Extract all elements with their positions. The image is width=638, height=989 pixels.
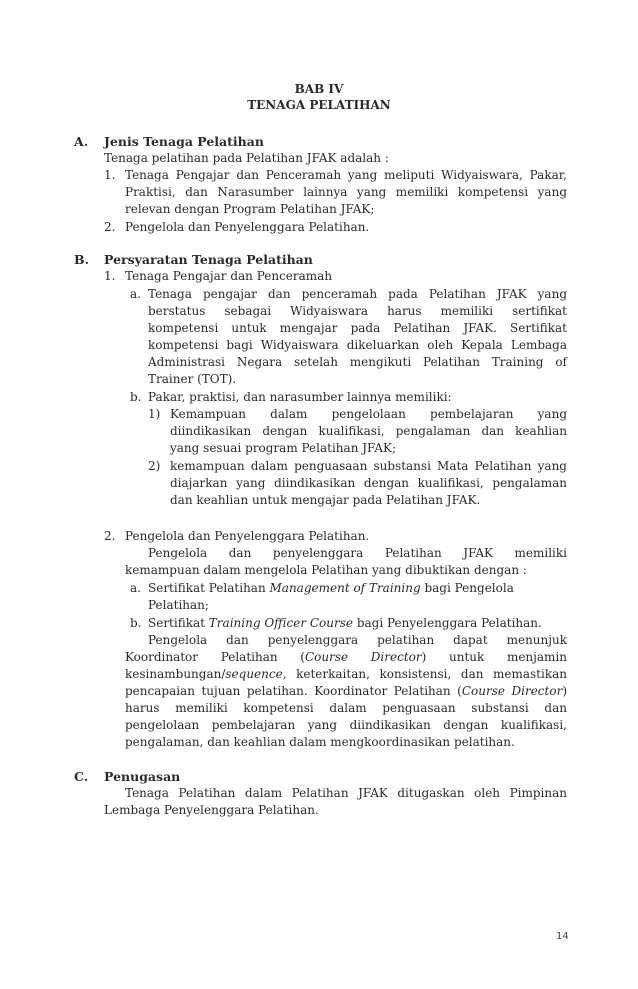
paragraph-line: dan keahlian untuk mengajar pada Pelatihan JFAK. <box>170 493 481 507</box>
paragraph-line: Pengelola dan penyelenggara pelatihan dapat menunjuk <box>148 633 567 647</box>
paragraph-line: kemampuan dalam mengelola Pelatihan yang dibuktikan dengan : <box>125 563 527 577</box>
paragraph-line: diajarkan yang diindikasikan dengan kualifikasi, pengalaman <box>170 476 567 490</box>
list-item-text: relevan dengan Program Pelatihan JFAK; <box>125 202 375 216</box>
paragraph-line: pengalaman, dan keahlian dalam mengkoordinasikan pelatihan. <box>125 735 515 749</box>
paragraph-line: Sertifikat Pelatihan Management of Training bagi Pengelola <box>148 581 514 595</box>
list-item-text: Tenaga Pengajar dan Penceramah <box>125 269 333 283</box>
paragraph-line: kompetensi bagi Widyaiswara dikeluarkan oleh Kepala Lembaga <box>148 338 567 352</box>
paragraph-line: Trainer (TOT). <box>148 372 237 386</box>
list-letter: a. <box>130 581 141 595</box>
paragraph-line: pengelolaan pembelajaran yang diindikasikan dengan kualifikasi, <box>125 718 567 732</box>
list-number: 2) <box>148 459 161 473</box>
list-item-text: Pengelola dan Penyelenggara Pelatihan. <box>125 529 370 543</box>
list-number: 1. <box>104 269 116 283</box>
paragraph-line: diindikasikan dengan kualifikasi, pengalaman dan keahlian <box>170 424 567 438</box>
section-c-heading: Penugasan <box>104 769 181 784</box>
list-number: 1) <box>148 407 161 421</box>
section-b-letter: B. <box>74 252 89 267</box>
paragraph-line: Koordinator Pelatihan (Course Director) untuk menjamin <box>125 650 567 664</box>
paragraph-line: yang sesuai program Pelatihan JFAK; <box>170 441 397 455</box>
section-a-intro: Tenaga pelatihan pada Pelatihan JFAK adalah : <box>104 151 389 165</box>
paragraph-line: pencapaian tujuan pelatihan. Koordinator Pelatihan (Course Director) <box>125 684 567 698</box>
list-letter: a. <box>130 287 141 301</box>
section-b-heading: Persyaratan Tenaga Pelatihan <box>104 252 313 267</box>
paragraph-line: kemampuan dalam penguasaan substansi Mata Pelatihan yang <box>170 459 567 473</box>
list-number: 2. <box>104 220 116 234</box>
list-number: 2. <box>104 529 116 543</box>
paragraph-line: Kemampuan dalam pengelolaan pembelajaran yang <box>170 407 567 421</box>
paragraph-line: harus memiliki kompetensi dalam penguasaan substansi dan <box>125 701 567 715</box>
section-a-letter: A. <box>74 134 89 149</box>
section-a-heading: Jenis Tenaga Pelatihan <box>104 134 264 149</box>
paragraph-line: berstatus sebagai Widyaiswara harus memiliki sertifikat <box>148 304 567 318</box>
paragraph-line: Pelatihan; <box>148 598 209 612</box>
list-number: 1. <box>104 168 116 182</box>
paragraph-line: Pengelola dan penyelenggara Pelatihan JFAK memiliki <box>148 546 567 560</box>
paragraph-line: Tenaga pengajar dan penceramah pada Pelatihan JFAK yang <box>148 287 567 301</box>
list-letter: b. <box>130 616 142 630</box>
paragraph-line: Sertifikat Training Officer Course bagi Penyelenggara Pelatihan. <box>148 616 542 630</box>
paragraph-line: kesinambungan/sequence, keterkaitan, konsistensi, dan memastikan <box>125 667 567 681</box>
paragraph-line: Administrasi Negara setelah mengikuti Pelatihan Training of <box>148 355 567 369</box>
chapter-title: TENAGA PELATIHAN <box>247 98 391 112</box>
paragraph-line: kompetensi untuk mengajar pada Pelatihan JFAK. Sertifikat <box>148 321 567 335</box>
list-item-text: Praktisi, dan Narasumber lainnya yang memiliki kompetensi yang <box>125 185 567 199</box>
chapter-label: BAB IV <box>294 82 344 96</box>
list-item-text: Pengelola dan Penyelenggara Pelatihan. <box>125 220 370 234</box>
section-c-letter: C. <box>74 769 89 784</box>
paragraph-line: Pakar, praktisi, dan narasumber lainnya memiliki: <box>148 390 452 404</box>
paragraph-line: Tenaga Pelatihan dalam Pelatihan JFAK ditugaskan oleh Pimpinan <box>125 786 567 800</box>
list-item-text: Tenaga Pengajar dan Penceramah yang meliputi Widyaiswara, Pakar, <box>125 168 567 182</box>
paragraph-line: Lembaga Penyelenggara Pelatihan. <box>104 803 319 817</box>
list-letter: b. <box>130 390 142 404</box>
page-number: 14 <box>556 931 569 942</box>
